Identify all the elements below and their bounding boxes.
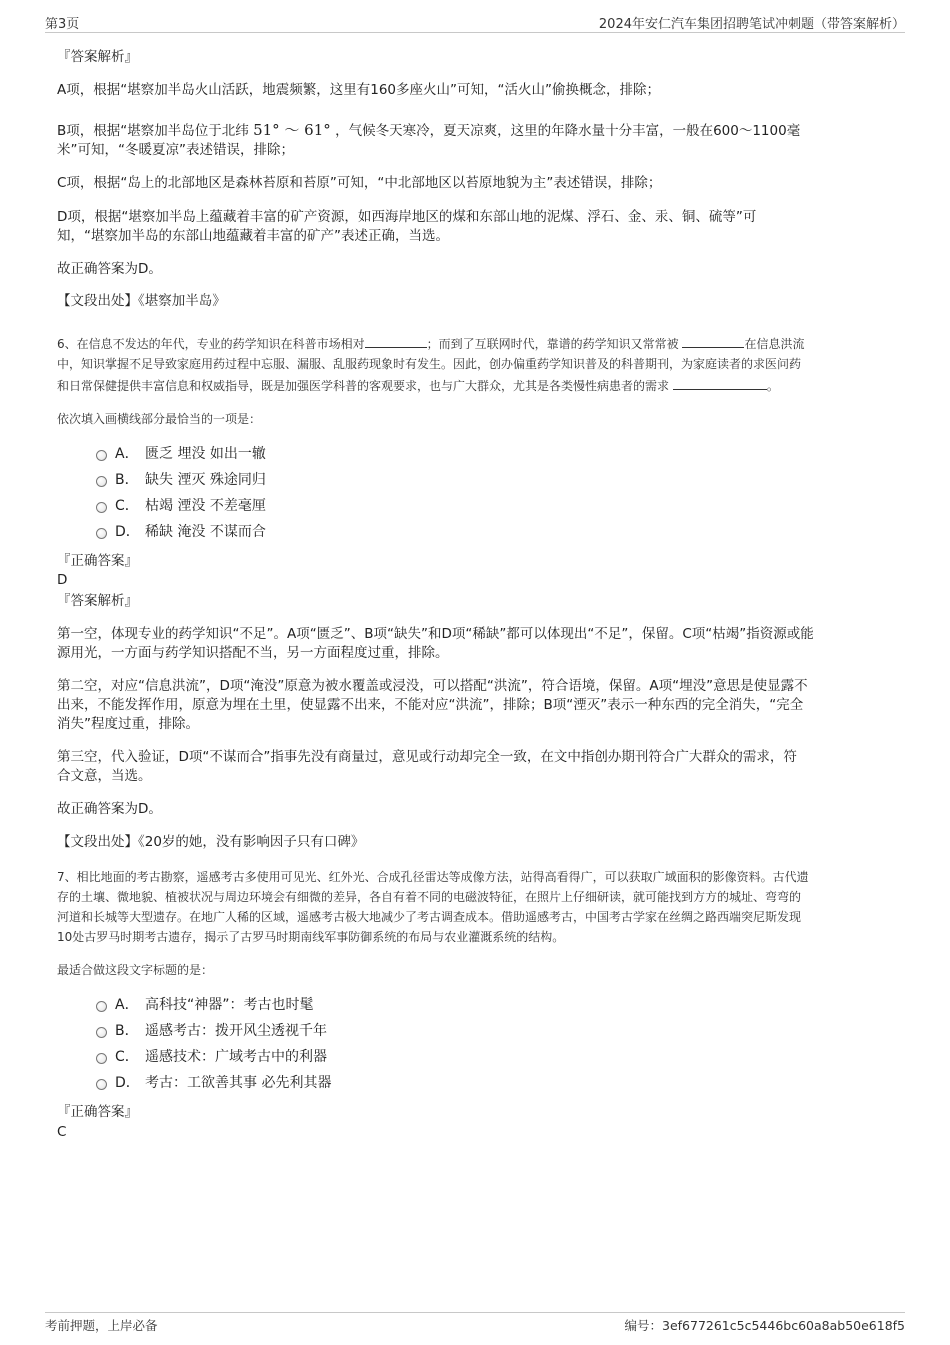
q7-option-a[interactable] bbox=[96, 995, 314, 1015]
analysis-b-text: B项，根据“堪察加半岛位于北纬 bbox=[57, 123, 249, 139]
q6-prompt: 依次填入画横线部分最恰当的一项是： bbox=[57, 412, 262, 426]
radio-button[interactable] bbox=[96, 1027, 107, 1038]
option-text: 枯竭 湮没 不差毫厘 bbox=[145, 498, 266, 514]
option-text: 匮乏 埋没 如出一辙 bbox=[145, 446, 266, 462]
analysis-para-2: 第二空，对应“信息洪流”，D项“淹没”原意为被水覆盖或浸没，可以搭配“洪流”，符合语境，保留。A项“埋没”意思是使显露不 bbox=[57, 678, 808, 694]
option-text: 考古：工欲善其事 必先利其器 bbox=[145, 1075, 332, 1091]
option-text: 遥感考古：拨开风尘透视千年 bbox=[145, 1023, 327, 1039]
q7-option-c[interactable] bbox=[96, 1047, 327, 1067]
source: 【文段出处】《堪察加半岛》 bbox=[57, 293, 226, 309]
option-text: 稀缺 淹没 不谋而合 bbox=[145, 524, 266, 540]
analysis-option-a: A项，根据“堪察加半岛火山活跃，地震频繁，这里有160多座火山”可知，“活火山”偷换概念，排除； bbox=[57, 82, 660, 98]
analysis-label: 『答案解析』 bbox=[57, 593, 138, 609]
q6-option-c[interactable] bbox=[96, 496, 266, 516]
q6-stem-line-1 bbox=[57, 333, 887, 356]
analysis-para-2-cont: 出来，不能发挥作用，原意为埋在土里，使显露不出来，不能对应“洪流”，排除；B项“湮灭”表示一种东西的完全消失，“完全 bbox=[57, 697, 804, 713]
q6-option-a[interactable] bbox=[96, 444, 266, 464]
q6-option-b[interactable] bbox=[96, 470, 266, 490]
option-letter: B． bbox=[115, 472, 139, 488]
q7-option-d[interactable] bbox=[96, 1073, 331, 1093]
q6-text: ；而到了互联网时代，靠谱的药学知识又常常被 bbox=[426, 337, 679, 351]
q6-text: 。 bbox=[766, 379, 779, 393]
option-text: 高科技“神器”：考古也时髦 bbox=[145, 997, 314, 1013]
radio-button[interactable] bbox=[96, 476, 107, 487]
radio-button[interactable] bbox=[96, 1079, 107, 1090]
footer-slogan: 考前押题，上岸必备 bbox=[45, 1318, 158, 1333]
conclusion: 故正确答案为D。 bbox=[57, 261, 162, 277]
analysis-label: 『答案解析』 bbox=[57, 49, 138, 65]
q6-text: 6、在信息不发达的年代，专业的药学知识在科普市场相对 bbox=[57, 337, 365, 351]
q6-text: 和日常保健提供丰富信息和权威指导，既是加强医学科普的客观要求，也与广大群众，尤其是各类慢性病患者的需求 bbox=[57, 379, 670, 393]
conclusion: 故正确答案为D。 bbox=[57, 801, 162, 817]
correct-answer-label: 『正确答案』 bbox=[57, 553, 138, 569]
page-number: 第3页 bbox=[45, 17, 80, 32]
q7-prompt: 最适合做这段文字标题的是： bbox=[57, 963, 214, 977]
blank-1 bbox=[365, 333, 427, 348]
analysis-para-3: 第三空，代入验证，D项“不谋而合”指事先没有商量过，意见或行动却完全一致，在文中指创办期刊符合广大群众的需求，符 bbox=[57, 749, 797, 765]
correct-answer-label: 『正确答案』 bbox=[57, 1104, 138, 1120]
analysis-para-1: 第一空，体现专业的药学知识“不足”。A项“匮乏”、B项“缺失”和D项“稀缺”都可以体现出“不足”，保留。C项“枯竭”指资源或能 bbox=[57, 626, 814, 642]
option-letter: A． bbox=[115, 446, 139, 462]
blank-2 bbox=[682, 333, 744, 348]
option-letter: D． bbox=[115, 524, 140, 540]
correct-answer: C bbox=[57, 1124, 67, 1140]
q6-stem-line-2: 中，知识掌握不足导致家庭用药过程中忘服、漏服、乱服药现象时有发生。因此，创办偏重药学知识普及的科普期刊，为家庭读者的求医问药 bbox=[57, 357, 802, 371]
analysis-option-d: D项，根据“堪察加半岛上蕴藏着丰富的矿产资源，如西海岸地区的煤和东部山地的泥煤、浮石、金、汞、铜、硫等”可 bbox=[57, 209, 757, 225]
option-text: 遥感技术：广域考古中的利器 bbox=[145, 1049, 327, 1065]
document-id: 编号：3ef677261c5c5446bc60a8ab50e618f5 bbox=[624, 1318, 905, 1333]
analysis-option-d-cont: 知，“堪察加半岛的东部山地蕴藏着丰富的矿产”表述正确，当选。 bbox=[57, 228, 449, 244]
q7-stem-line-1: 7、相比地面的考古勘察，遥感考古多使用可见光、红外光、合成孔径雷达等成像方法，站得高看得广，可以获取广域面积的影像资料。古代遗 bbox=[57, 870, 809, 884]
analysis-option-c: C项，根据“岛上的北部地区是森林苔原和苔原”可知，“中北部地区以苔原地貌为主”表述错误，排除； bbox=[57, 175, 662, 191]
radio-button[interactable] bbox=[96, 1053, 107, 1064]
q7-option-b[interactable] bbox=[96, 1021, 327, 1041]
option-letter: C． bbox=[115, 498, 139, 514]
analysis-para-2-cont2: 消失”程度过重，排除。 bbox=[57, 716, 199, 732]
blank-3 bbox=[673, 375, 767, 390]
option-letter: B． bbox=[115, 1023, 139, 1039]
analysis-option-b bbox=[57, 120, 887, 141]
q6-stem-line-3 bbox=[57, 375, 887, 398]
q7-stem-line-4: 10处古罗马时期考古遗存，揭示了古罗马时期南线军事防御系统的布局与农业灌溉系统的结构。 bbox=[57, 930, 565, 944]
analysis-option-b-cont: 米”可知，“冬暖夏凉”表述错误，排除； bbox=[57, 142, 294, 158]
analysis-para-3-cont: 合文意，当选。 bbox=[57, 768, 152, 784]
q6-text: 在信息洪流 bbox=[744, 337, 805, 351]
option-letter: A． bbox=[115, 997, 139, 1013]
q7-stem-line-2: 存的土壤、微地貌、植被状况与周边环境会有细微的差异，各自有着不同的电磁波特征，在照片上仔细研读，就可能找到方方的城址、弯弯的 bbox=[57, 890, 802, 904]
option-text: 缺失 湮灭 殊途同归 bbox=[145, 472, 266, 488]
correct-answer: D bbox=[57, 572, 68, 588]
page-footer bbox=[45, 1312, 905, 1339]
document-title: 2024年安仁汽车集团招聘笔试冲刺题（带答案解析） bbox=[598, 17, 905, 32]
radio-button[interactable] bbox=[96, 450, 107, 461]
radio-button[interactable] bbox=[96, 1001, 107, 1012]
option-letter: D． bbox=[115, 1075, 140, 1091]
q7-stem-line-3: 河道和长城等大型遗存。在地广人稀的区域，遥感考古极大地减少了考古调查成本。借助遥感考古，中国考古学家在丝绸之路西端突尼斯发现 bbox=[57, 910, 802, 924]
option-letter: C． bbox=[115, 1049, 139, 1065]
radio-button[interactable] bbox=[96, 528, 107, 539]
q6-option-d[interactable] bbox=[96, 522, 266, 542]
analysis-b-text-2: ，气候冬天寒冷，夏天凉爽，这里的年降水量十分丰富，一般在600～1100毫 bbox=[335, 123, 801, 139]
radio-button[interactable] bbox=[96, 502, 107, 513]
page-header bbox=[45, 12, 905, 33]
analysis-para-1-cont: 源用光，一方面与药学知识搭配不当，另一方面程度过重，排除。 bbox=[57, 645, 449, 661]
source: 【文段出处】《20岁的她，没有影响因子只有口碑》 bbox=[57, 834, 365, 850]
latitude-range: 51° ～ 61° bbox=[253, 121, 331, 139]
